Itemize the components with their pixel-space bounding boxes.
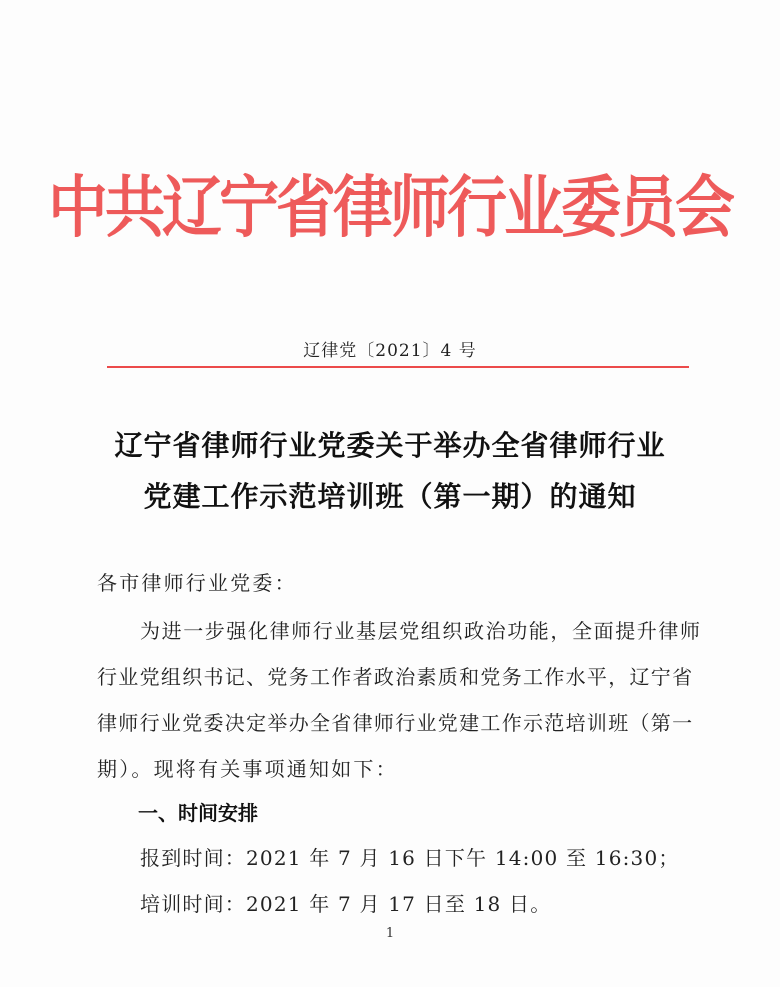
training-time-item: 培训时间：2021 年 7 月 17 日至 18 日。 — [140, 892, 552, 916]
page-number: 1 — [385, 926, 395, 941]
document-title-line-1: 辽宁省律师行业党委关于举办全省律师行业 — [114, 429, 666, 462]
paragraph-line-1: 为进一步强化律师行业基层党组织政治功能，全面提升律师 — [140, 619, 702, 643]
document-number: 辽律党〔2021〕4 号 — [303, 341, 477, 361]
section-heading-time: 一、时间安排 — [138, 801, 258, 825]
organization-header: 中共辽宁省律师行业委员会 — [48, 168, 732, 248]
paragraph-line-4: 期）。现将有关事项通知如下： — [97, 757, 398, 781]
red-divider-line — [107, 366, 689, 368]
salutation: 各市律师行业党委： — [97, 571, 297, 595]
document-title-line-2: 党建工作示范培训班（第一期）的通知 — [143, 480, 637, 513]
arrival-time-item: 报到时间：2021 年 7 月 16 日下午 14:00 至 16:30； — [140, 846, 680, 870]
paragraph-line-2: 行业党组织书记、党务工作者政治素质和党务工作水平，辽宁省 — [97, 665, 694, 689]
paragraph-line-3: 律师行业党委决定举办全省律师行业党建工作示范培训班（第一 — [97, 711, 694, 735]
